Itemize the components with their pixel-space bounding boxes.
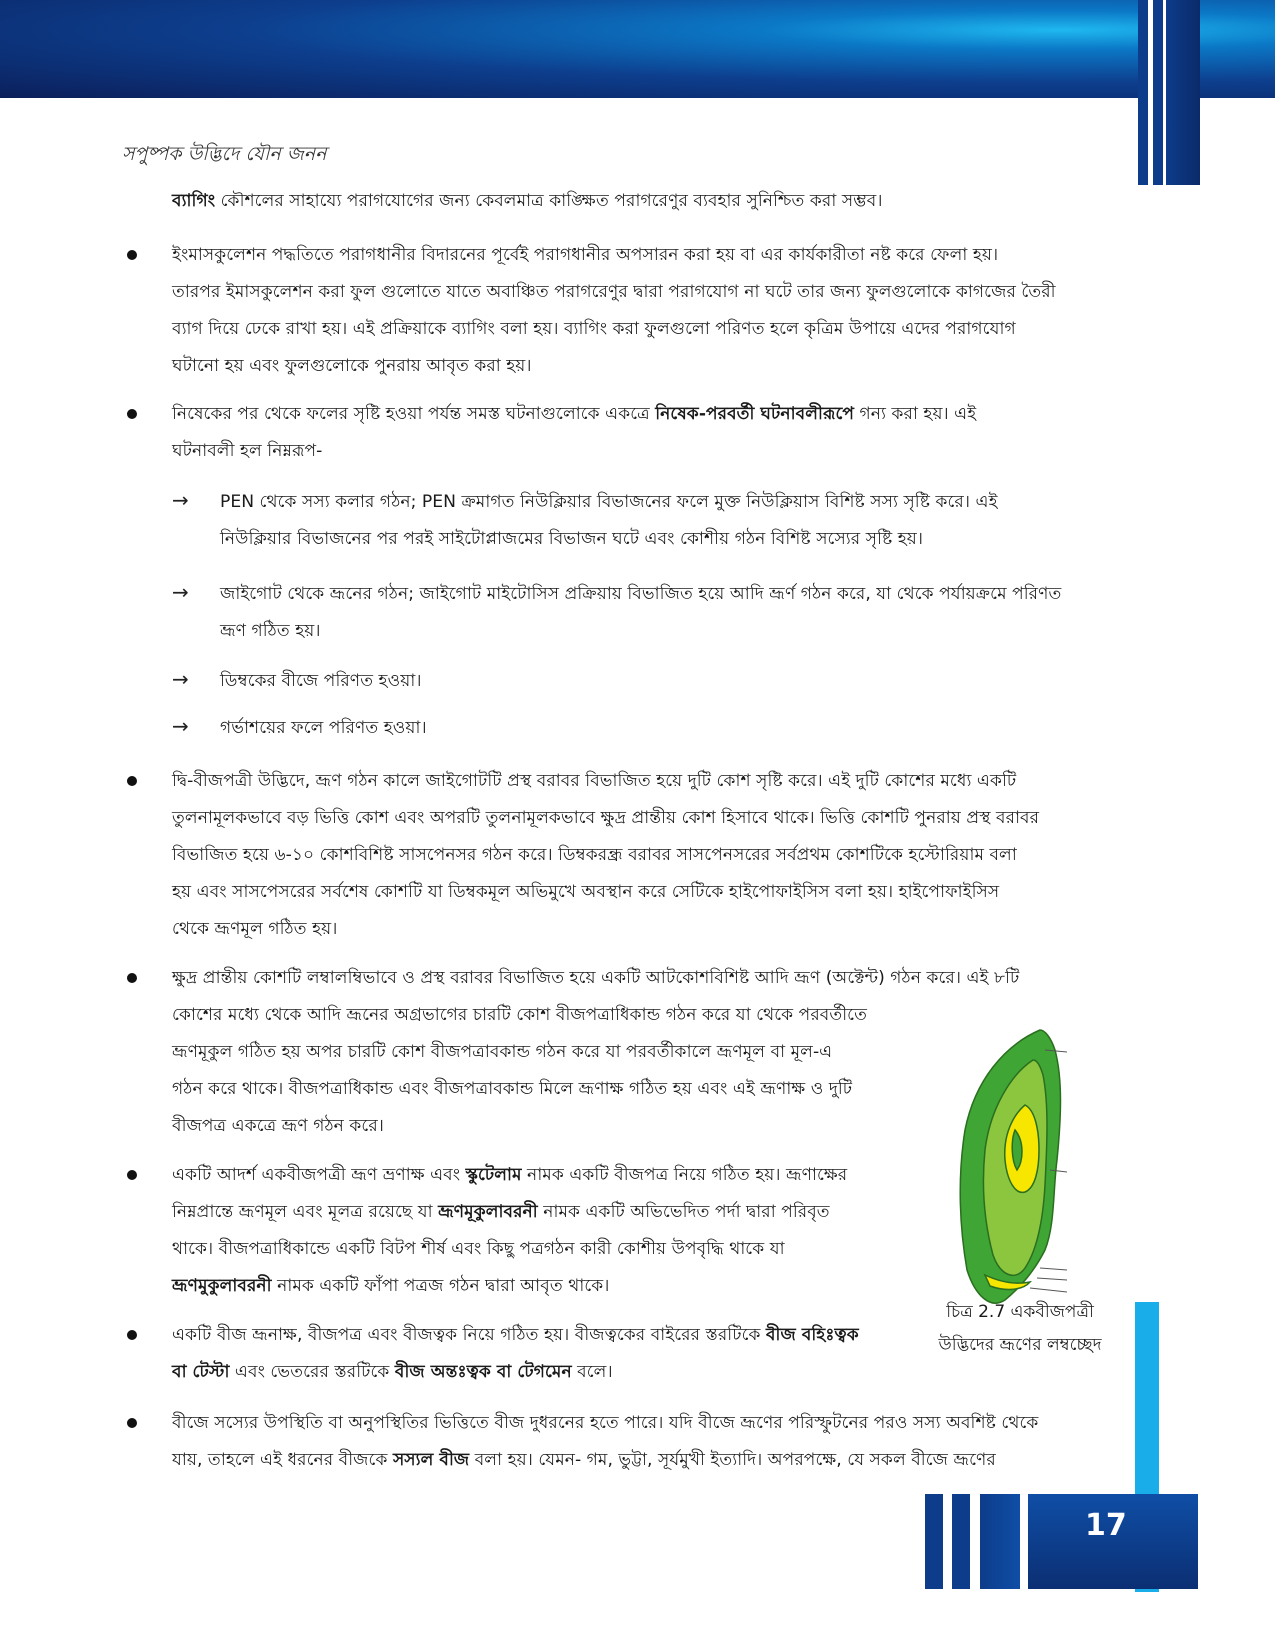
arrow-icon: → <box>172 488 189 512</box>
bullet-icon <box>127 1330 137 1340</box>
text-line <box>172 237 1116 274</box>
text-line <box>172 396 1116 433</box>
text-line <box>172 800 1116 837</box>
bold-term: বীজ অন্তঃত্বক বা টেগমেন <box>394 1362 572 1382</box>
arrow-icon: → <box>172 714 189 738</box>
text-line <box>172 911 1116 948</box>
page-number: 17 <box>1085 1508 1127 1543</box>
bold-term: সস্যল বীজ <box>392 1450 470 1470</box>
text-line <box>220 484 1116 521</box>
text-run: বিভাজিত হয়ে ৬-১০ কোশবিশিষ্ট সাসপেনসর গঠন করে। ডিম্বকরন্ধ্র বরাবর সাসপেনসরের সর্বপ্রথম কোশটিকে হস্টোরিয়াম বলা <box>172 845 1017 865</box>
label-pointer <box>1037 1278 1067 1280</box>
text-line <box>220 576 1116 613</box>
paragraph <box>220 576 1116 650</box>
figure-caption-line: উদ্ভিদের ভ্রূণের লম্বচ্ছেদ <box>938 1335 1102 1355</box>
text-run: বীজপত্র একত্রে ভ্রূণ গঠন করে। <box>172 1116 384 1136</box>
bold-term: ভ্রূণমুকুলাবরনী <box>172 1276 272 1296</box>
text-line <box>172 1442 1116 1479</box>
text-run: ডিম্বকের বীজে পরিণত হওয়া। <box>220 671 422 691</box>
text-line <box>172 1317 907 1354</box>
text-run: জাইগোট থেকে ভ্রূনের গঠন; জাইগোট মাইটোসিস প্রক্রিয়ায় বিভাজিত হয়ে আদি ভ্রূর্ণ গঠন করে, যা থেকে পর্যায়ক্রমে পরিণত <box>220 584 1062 604</box>
text-run: ক্ষুদ্র প্রান্তীয় কোশটি লম্বালম্বিভাবে ও প্রস্থ বরাবর বিভাজিত হয়ে একটি আটকোশবিশিষ্ট আদি ভ্রূণ (অক্টেন্ট) গঠন করে। এই ৮টি <box>172 968 1020 988</box>
text-line <box>172 433 1116 470</box>
bullet-icon <box>127 1170 137 1180</box>
figure-caption-line: চিত্র 2.7 একবীজপত্রী <box>946 1302 1094 1322</box>
bullet-icon <box>127 973 137 983</box>
text-line <box>172 874 1116 911</box>
embryo-figure <box>945 1020 1070 1320</box>
text-line <box>220 710 1116 747</box>
text-run: তুলনামূলকভাবে বড় ভিত্তি কোশ এবং অপরটি তুলনামূলকভাবে ক্ষুদ্র প্রান্তীয় কোশ হিসাবে থাকে। ভিত্তি কোশটি পুনরায় প্রস্থ বরাবর <box>172 808 1040 828</box>
text-run: এবং ভেতরের স্তরটিকে <box>229 1362 395 1382</box>
paragraph <box>172 763 1116 948</box>
text-run: ব্যাগ দিয়ে ঢেকে রাখা হয়। এই প্রক্রিয়াকে ব্যাগিং বলা হয়। ব্যাগিং করা ফুলগুলো পরিণত হলে কৃত্রিম উপায়ে এদের পরাগযোগ <box>172 319 1016 339</box>
bold-term: স্কুটেলাম <box>465 1165 522 1185</box>
text-run: কৌশলের সাহায্যে পরাগযোগের জন্য কেবলমাত্র কাঙ্ক্ষিত পরাগরেণুর ব্যবহার সুনিশ্চিত করা সম্ভব। <box>215 191 883 211</box>
text-run: নিম্নপ্রান্তে ভ্রূণমূল এবং মূলত্র রয়েছে যা <box>172 1202 439 1222</box>
paragraph <box>172 237 1116 385</box>
decor-stripe <box>1153 0 1163 185</box>
text-line <box>172 1157 907 1194</box>
label-pointer <box>1040 1268 1067 1270</box>
text-run: থেকে ভ্রূণমূল গঠিত হয়। <box>172 919 338 939</box>
text-line <box>172 1231 907 1268</box>
label-pointer <box>1030 1288 1067 1292</box>
text-run: গর্ভাশয়ের ফলে পরিণত হওয়া। <box>220 718 427 738</box>
paragraph <box>172 1157 907 1305</box>
text-run: একটি বীজ ভ্রূনাক্ষ, বীজপত্র এবং বীজত্বক নিয়ে গঠিত হয়। বীজত্বকের বাইরের স্তরটিকে <box>172 1325 766 1345</box>
text-run: নামক একটি ফাঁপা পত্রজ গঠন দ্বারা আবৃত থাকে। <box>271 1276 610 1296</box>
text-run: বলা হয়। যেমন- গম, ভুট্টা, সূর্যমুখী ইত্যাদি। অপরপক্ষে, যে সকল বীজে ভ্রূণের <box>469 1450 996 1470</box>
text-run: গন্য করা হয়। এই <box>854 404 977 424</box>
text-run: গঠন করে থাকে। বীজপত্রাধিকান্ড এবং বীজপত্রাবকান্ড মিলে ভ্রূণাক্ষ গঠিত হয় এবং এই ভ্রূণাক্ষ ও দুটি <box>172 1079 853 1099</box>
text-run: ঘটানো হয় এবং ফুলগুলোকে পুনরায় আবৃত করা হয়। <box>172 356 532 376</box>
text-line <box>172 960 1116 997</box>
text-run: বলে। <box>571 1362 613 1382</box>
paragraph <box>172 1405 1116 1479</box>
bold-term: নিষেক-পরবর্তী ঘটনাবলীরূপে <box>655 404 855 424</box>
text-line <box>172 837 1116 874</box>
text-run: বীজে সস্যের উপস্থিতি বা অনুপস্থিতির ভিত্তিতে বীজ দুধরনের হতে পারে। যদি বীজে ভ্রূণের পরিস্ফুটনের পরও সস্য অবশিষ্ট থেকে <box>172 1413 1039 1433</box>
bullet-icon <box>127 776 137 786</box>
paragraph <box>172 1317 907 1391</box>
decor-stripe <box>980 1494 1020 1589</box>
text-line <box>172 348 1116 385</box>
decor-stripe <box>1166 0 1200 185</box>
running-head: সপুষ্পক উদ্ভিদে যৌন জনন <box>122 143 327 165</box>
text-line <box>220 521 1116 558</box>
bullet-icon <box>127 1418 137 1428</box>
bold-term: ভ্রূণমূকুলাবরনী <box>438 1202 538 1222</box>
text-run: PEN থেকে সস্য কলার গঠন; PEN ক্রমাগত নিউক্লিয়ার বিভাজনের ফলে মুক্ত নিউক্লিয়াস বিশিষ্ট সস্য সৃষ্টি করে। এই <box>220 492 998 512</box>
decor-stripe <box>1138 0 1148 185</box>
text-run: নামক একটি অভিভেদিত পর্দা দ্বারা পরিবৃত <box>537 1202 830 1222</box>
bullet-icon <box>127 250 137 260</box>
text-run: দ্বি-বীজপত্রী উদ্ভিদে, ভ্রূণ গঠন কালে জাইগোটটি প্রস্থ বরাবর বিভাজিত হয়ে দুটি কোশ সৃষ্টি করে। এই দুটি কোশের মধ্যে একটি <box>172 771 1017 791</box>
figure-caption <box>920 1296 1120 1362</box>
paragraph <box>220 663 1116 700</box>
bold-term: ব্যাগিং <box>172 191 216 211</box>
text-line <box>172 311 1116 348</box>
text-line <box>220 663 1116 700</box>
text-line <box>172 183 1116 220</box>
text-run: হয় এবং সাসপেসরের সর্বশেষ কোশটি যা ডিম্বকমূল অভিমুখে অবস্থান করে সেটিকে হাইপোফাইসিস বলা হয়। হাইপোফাইসিস <box>172 882 1000 902</box>
text-run: একটি আদর্শ একবীজপত্রী ভ্রূণ ভ্রণাক্ষ এবং <box>172 1165 466 1185</box>
text-run: ঘটনাবলী হল নিম্নরূপ- <box>172 441 323 461</box>
paragraph <box>172 396 1116 470</box>
text-run: থাকে। বীজপত্রাধিকান্ডে একটি বিটপ শীর্ষ এবং কিছু পত্রগঠন কারী কোশীয় উপবৃদ্ধি থাকে যা <box>172 1239 785 1259</box>
text-line <box>172 274 1116 311</box>
text-line <box>172 1268 907 1305</box>
text-run: ভ্রূণমূকুল গঠিত হয় অপর চারটি কোশ বীজপত্রাবকান্ড গঠন করে যা পরবর্তীকালে ভ্রূণমূল বা মূল-এ <box>172 1042 833 1062</box>
text-line <box>220 613 1116 650</box>
text-run: কোশের মধ্যে থেকে আদি ভ্রূনের অগ্রভাগের চারটি কোশ বীজপত্রাধিকান্ড গঠন করে যা থেকে পরবর্তীতে <box>172 1005 867 1025</box>
text-line <box>172 1194 907 1231</box>
paragraph <box>220 484 1116 558</box>
text-run: ইংমাসকুলেশন পদ্ধতিতে পরাগধানীর বিদারনের পূর্বেই পরাগধানীর অপসারন করা হয় বা এর কার্যকারীতা নষ্ট করে ফেলা হয়। <box>172 245 999 265</box>
text-line <box>172 1405 1116 1442</box>
text-run: নিউক্লিয়ার বিভাজনের পর পরই সাইটোপ্লাজমের বিভাজন ঘটে এবং কোশীয় গঠন বিশিষ্ট সস্যের সৃষ্টি হয়। <box>220 529 924 549</box>
text-run: তারপর ইমাসকুলেশন করা ফুল গুলোতে যাতে অবাঞ্চিত পরাগরেণুর দ্বারা পরাগযোগ না ঘটে তার জন্য ফুলগুলোকে কাগজের তৈরী <box>172 282 1056 302</box>
text-run: যায়, তাহলে এই ধরনের বীজকে <box>172 1450 393 1470</box>
paragraph <box>172 183 1116 220</box>
bold-term: বা টেস্টা <box>172 1362 230 1382</box>
paragraph <box>220 710 1116 747</box>
arrow-icon: → <box>172 667 189 691</box>
decor-stripe <box>952 1494 970 1589</box>
bold-term: বীজ বহিঃত্বক <box>765 1325 859 1345</box>
text-run: নিষেকের পর থেকে ফলের সৃষ্টি হওয়া পর্যন্ত সমস্ত ঘটনাগুলোকে একত্রে <box>172 404 656 424</box>
text-run: ভ্রূণ গঠিত হয়। <box>220 621 321 641</box>
text-line <box>172 1354 907 1391</box>
bullet-icon <box>127 409 137 419</box>
text-line <box>172 763 1116 800</box>
top-banner <box>0 0 1275 98</box>
decor-stripe <box>925 1494 943 1589</box>
arrow-icon: → <box>172 580 189 604</box>
text-run: নামক একটি বীজপত্র নিয়ে গঠিত হয়। ভ্রূণাক্ষের <box>521 1165 848 1185</box>
